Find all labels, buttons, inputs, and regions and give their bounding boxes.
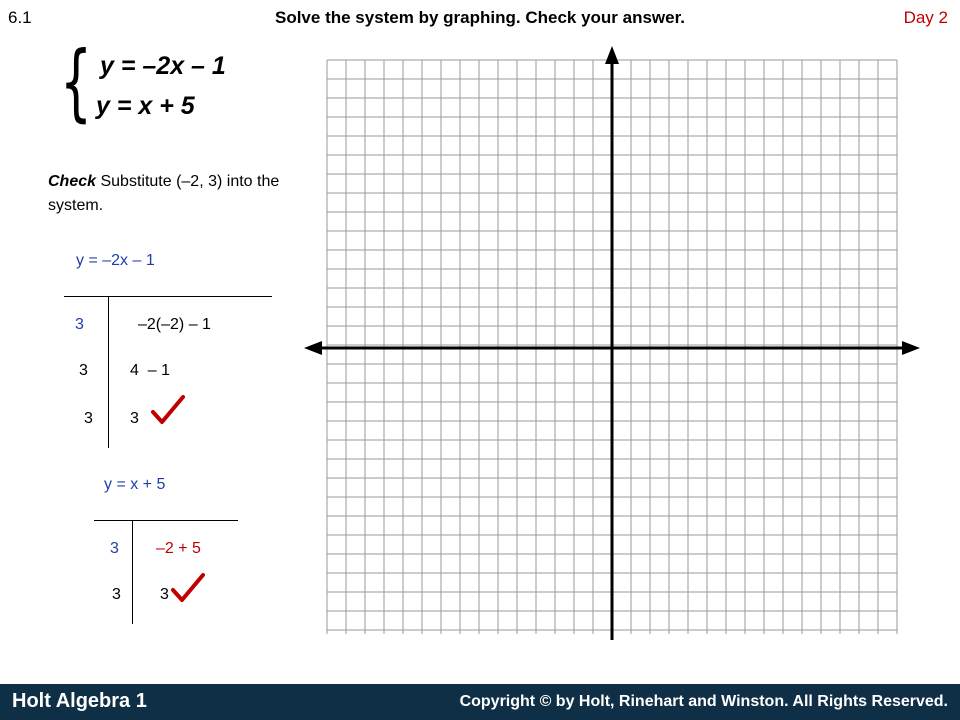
day-label: Day 2: [903, 8, 948, 27]
check1-row1-right: –2(–2) – 1: [138, 316, 211, 333]
brace-icon: {: [60, 33, 93, 131]
system-equation-2: y = x + 5: [96, 92, 195, 120]
system-equation-1: y = –2x – 1: [100, 52, 226, 80]
footer-book-title: Holt Algebra 1: [12, 690, 147, 712]
check-label: Check: [48, 173, 97, 190]
slide-title: Solve the system by graphing. Check your answer.: [274, 8, 686, 27]
check2-equation: y = x + 5: [104, 476, 166, 493]
check1-row3-left: 3: [84, 410, 93, 427]
check-instruction: Substitute (–2, 3) into the system.: [48, 173, 280, 214]
x-axis-right-arrow-icon: [902, 341, 920, 355]
lesson-number: 6.1: [8, 8, 32, 27]
x-axis-left-arrow-icon: [304, 341, 322, 355]
check2-row1-right: –2 + 5: [156, 540, 201, 557]
check2-row2-right: 3: [160, 586, 169, 603]
y-axis-top-arrow-icon: [605, 46, 619, 64]
check1-row3-right: 3: [130, 410, 139, 427]
footer-copyright: Copyright © by Holt, Rinehart and Winston. All Rights Reserved.: [459, 693, 948, 710]
check2-row1-left: 3: [110, 540, 119, 557]
check1-equation: y = –2x – 1: [76, 252, 155, 269]
check1-row1-left: 3: [75, 316, 84, 333]
footer-bar: [0, 684, 960, 720]
check2-row2-left: 3: [112, 586, 121, 603]
check1-row2-left: 3: [79, 362, 88, 379]
check1-row2-right: 4 – 1: [130, 362, 171, 379]
